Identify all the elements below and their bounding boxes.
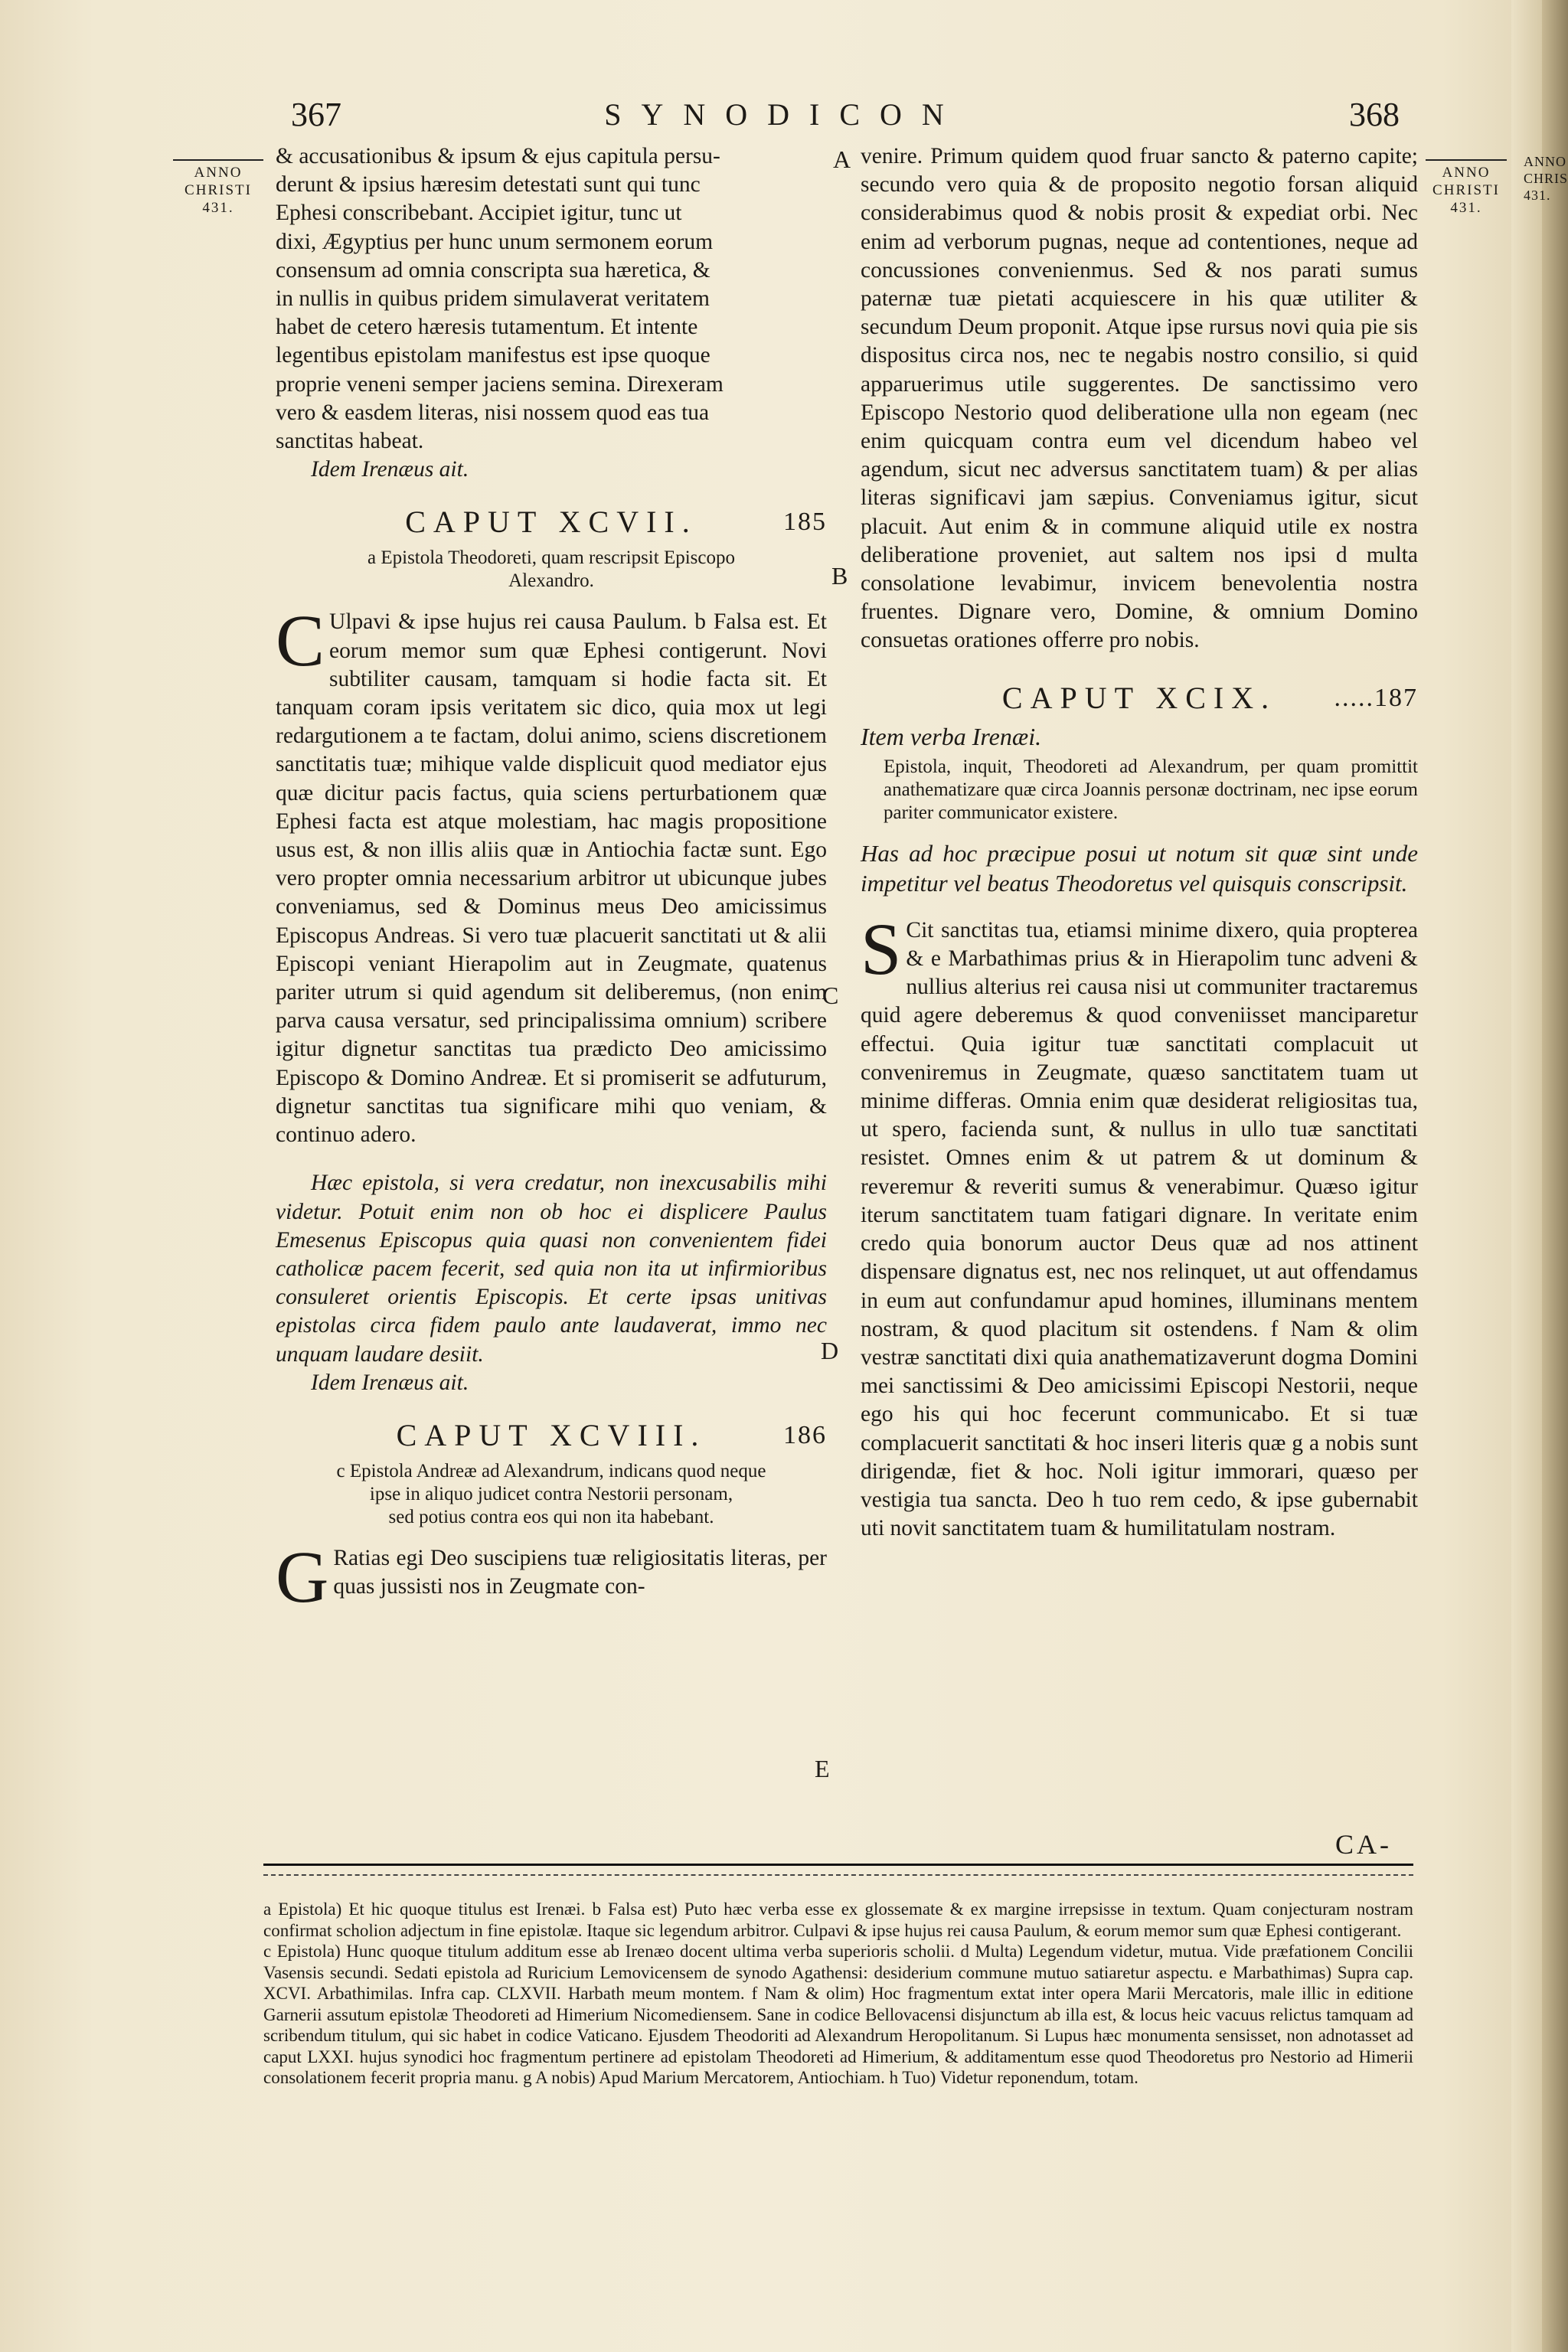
anno-word: ANNO: [194, 165, 243, 181]
chapter-97-text: [276, 599, 827, 1149]
chapter-subtitle: Epistola, inquit, Theodoreti ad Alexandrum, per quam promittit anathematizare quæ circa Joannis personæ doctrinam, nec ipse eorum pariter communicator existere.: [884, 756, 1418, 823]
chapter-subtitle: [291, 547, 812, 593]
text-line: proprie veneni semper jaciens semina. Direxeram: [276, 371, 724, 397]
text-line: habet de cetero hæresis tutamentum. Et intente: [276, 315, 698, 340]
anno-word: ANNO: [1442, 165, 1491, 181]
year-431: 431.: [1450, 200, 1482, 216]
adjacent-page-edge: [1511, 0, 1542, 2352]
idem-irenaeus-ait: Idem Irenæus ait.: [311, 457, 469, 482]
chapter-heading-98: [276, 1416, 827, 1455]
italic-note: Has ad hoc præcipue posui ut notum sit quæ sint unde impetitur vel beatus Theodoretus vel quisquis conscripsit.: [861, 839, 1418, 897]
chapter-number: 186: [783, 1420, 827, 1449]
subtitle-line: sed potius contra eos qui non ita habebant.: [388, 1506, 714, 1527]
subtitle-line: a Epistola Theodoreti, quam rescripsit Episcopo: [368, 547, 735, 569]
book-gutter: [1542, 0, 1568, 2352]
christi-word: CHRISTI: [1432, 182, 1500, 198]
footnote-rule: [263, 1864, 1413, 1866]
idem-irenaeus-ait: Idem Irenæus ait.: [311, 1370, 469, 1395]
subtitle-line: Alexandro.: [508, 570, 594, 592]
section-letter-c: C: [822, 982, 839, 1009]
christi-word: CHRISTI: [185, 182, 252, 198]
text-line: consensum ad omnia conscripta sua hæretica, &: [276, 257, 710, 283]
text-line: legentibus epistolam manifestus est ipse quoque: [276, 343, 710, 368]
chapter-subtitle: [291, 1460, 812, 1529]
text-line: sanctitas habeat.: [276, 429, 424, 454]
section-letter-e: E: [815, 1755, 830, 1782]
year-431: 431.: [1524, 188, 1551, 203]
right-column: [861, 142, 1418, 1543]
drop-capital: S: [861, 907, 902, 990]
chapter-98-text: [276, 1535, 827, 1618]
footnote-dashed-rule: [263, 1874, 1413, 1876]
christi-word: CHRIS: [1524, 171, 1568, 186]
anno-christi-left: [173, 159, 263, 217]
chapter-title: CAPUT XCVII.: [405, 505, 697, 540]
item-verba-irenaei: Item verba Irenæi.: [861, 722, 1042, 750]
footnote: c Epistola) Hunc quoque titulum additum esse ab Irenæo docent ultima verba superioris scholii. d Multa) Legendum videtur, mutua. Vide præfationem Concilii Vasensis secundi. Sedati epistola ad Ruricium Lemovicensem de synodo Agathensi: desiderium commune mutuo satiaretur aspectu. e Marbathimas) Supra cap. XCVI. Arbathimilas. Infra cap. CLXVII. Harbath meum montem. f Nam & olim) Hoc fragmentum extat inter opera Marii Mercatoris, male illic in editione Garnerii assutum epistolæ Theodoreti ad Himerium Nicomediensem. Sane in codice Bellovacensi disjunctum ab illa est, & locus heic vacuus relictus tamquam ad scribendum titulum, qui sic habet in codice Vaticano. Ejusdem Theodoriti ad Alexandrum Heropolitanum. Si Lupus hæc monumenta sensisset, non adnotasset ad caput LXXI. hujus synodici hoc fragmentum pertinere ad epistolam Theodoreti ad Himerium, & additamentum esse quod Theodoretus pro Nestorio ad Himerii consolationem fecerit propria manu. g A nobis) Apud Marium Mercatorem, Antiochiam. h Tuo) Videtur reponendum, totam.: [263, 1942, 1413, 2087]
anno-christi-adjacent-page: [1524, 153, 1568, 204]
continued-text: venire. Primum quidem quod fruar sancto & paterno capite; secundo vero quia & de proposito negotio forsan aliquid considerabimus quod & nobis prosit & expediat orbi. Nec enim ad verborum pugnas, neque ad contentiones, neque ad concussiones convenienmus. Sed & nos parati sumus paternæ tuæ pietati acquiescere in his quæ utiliter & secundum Deum proponit. Atque ipse rursus novi quia pie sis dispositus circa nos, nec te negabis nostro consilio, si quid apparuerimus utile suggerentes. De sanctissimo vero Episcopo Nestorio quod deliberatione ulla non egeam (nec enim quicquam contra eum vel dicendum habeo vel agendum, sicut nec adversus sanctitatem tuam) & per alias literas significavi jam sæpius. Conveniamus igitur, sicut placuit. Aut enim & in commune aliquid utile ex nostra deliberatione proveniet, aut saltem nos ipsi d multa consolatione levabimur, invicem benevolentia nostra fruentes. Dignare vero, Domine, & omnium Domino consuetas orationes offerre pro nobis.: [861, 144, 1418, 653]
left-column: [276, 142, 827, 1618]
page-number-right: 368: [1349, 96, 1400, 133]
footnote: a Epistola) Et hic quoque titulus est Irenæi. b Falsa est) Puto hæc verba esse ex glossemate & ex margine irrepsisse in textum. Quam conjecturam nostram confirmat scholion adjectum in fine epistolæ. Itaque sic legendum arbitror. Culpavi & ipse hujus rei causa Paulum, & eorum memor sum quæ Ephesi contigerant.: [263, 1900, 1413, 1940]
subtitle-line: ipse in aliquo judicet contra Nestorii personam,: [369, 1483, 733, 1504]
text-line: & accusationibus & ipsum & ejus capitula persu-: [276, 144, 720, 168]
section-letter-b: B: [831, 562, 848, 590]
paragraph-text: Cit sanctitas tua, etiamsi minime dixero, quia propterea & e Marbathimas prius & in Hierapolim tunc adveni & nullius alterius rei causa nisi ut communiter tractaremus quid agere deberemus & quod conveniisset manciparetur effectui. Quia igitur tuæ sanctitati complacuit ut conveniremus in Zeugmate, quæso sanctitatem tuam ut minime differas. Omnia enim quæ desiderat religiositas tua, ut spero, facienda sunt, & nullus in ullo tuæ sanctitati resistet. Omnes enim & ut patrem & ut dominum & reveremur & reveriti sumus & venerabimur. Quæso igitur iterum sanctitatem tuam fatigari dignare. In veritate enim credo quia bonorum auctor Deus quæ ad nos attinent dispensare dignatus est, nec nos relinquet, ut aut offendamus in eum aut confundamur apud homines, illuminans mentem nostram, & quod placitum sit ostendens. f Nam & olim vestræ sanctitati dixi quia anathematizaverunt dogma Domini mei sanctissimi & Deo amicissimi Episcopi Nestorii, neque ego his qui hoc fecerunt communicabo. Et si tuæ complacuerit sanctitati & hoc inseri literis quæ g a nobis sunt dirigendæ, fiet & hoc. Noli igitur immorari, quæso per vestigia tua sancta. Deo h tuo rem cedo, & ipse gubernabit uti novit sanctitatem tuam & humilitatulam nostram.: [861, 917, 1418, 1541]
year-431: 431.: [202, 200, 234, 216]
chapter-number: 185: [783, 508, 827, 537]
chapter-title: CAPUT XCVIII.: [396, 1417, 707, 1452]
anno-word: ANNO: [1524, 154, 1566, 169]
chapter-heading-99: [861, 678, 1418, 718]
paragraph-text: Ratias egi Deo suscipiens tuæ religiositatis literas, per quas jussisti nos in Zeugmate con-: [333, 1545, 827, 1599]
section-letter-d: D: [821, 1337, 839, 1364]
text-line: derunt & ipsius hæresim detestati sunt qui tunc: [276, 172, 701, 198]
text-line: vero & easdem literas, nisi nossem quod eas tua: [276, 400, 710, 425]
page-number-left: 367: [291, 96, 341, 133]
paragraph-text: Ulpavi & ipse hujus rei causa Paulum. b Falsa est. Et eorum memor sum quæ Ephesi contigerunt. Novi subtiliter causam, tamquam si hodie facta sit. Et tanquam coram ipsis veritatem sic dico, quia mox ut legi redargutionem a te factam, dolui animo, sciens discretionem sanctitatis tuæ; mihique valde displicuit quod mediator ejus quæ dicitur pacis factus, quia sciens perturbationem quæ Ephesi facta est atque molestiam, hac magis propositione usus est, & non illis aliis quæ in Antiochia factæ sunt. Ego vero propter omnia necessarium arbitror ut ubicunque jubes conveniamus, sed & Dominus meus Deo amicissimus Episcopus Andreas. Si vero tuæ placuerit sanctitati ut & alii Episcopi veniant Hierapolim aut in Zeugmate, quatenus pariter utrum si quid agendum sit deliberemus, (non enim parva causa versatur, sed principalissima omnium) scribere igitur dignetur sanctitas tua prædicto Deo amicissimo Episcopo & Domino Andreæ. Et si promiserit se adfuturum, dignetur sanctitas tua significare mihi quo veniam, & continuo adero.: [276, 609, 827, 1148]
chapter-heading-97: [276, 502, 827, 542]
text-line: Ephesi conscribebant. Accipiet igitur, tunc ut: [276, 201, 682, 226]
chapter-title: CAPUT XCIX.: [1001, 680, 1277, 715]
drop-capital: G: [276, 1535, 329, 1618]
chapter-number: .....187: [1334, 683, 1418, 712]
drop-capital: C: [276, 599, 325, 682]
text-line: in nullis in quibus pridem simulaverat veritatem: [276, 286, 710, 312]
anno-christi-right: [1426, 159, 1507, 217]
opening-paragraph: [276, 142, 827, 456]
section-letter-a: A: [833, 145, 851, 173]
catchword: CA-: [1335, 1829, 1392, 1860]
italic-scholion: Hæc epistola, si vera credatur, non inexcusabilis mihi videtur. Potuit enim non ob hoc ei displicere Paulus Emesenus Episcopus quia quasi non convenientem fidei catholicæ pacem fecerit, sed quia non ita ut infirmioribus consuleret orientis Episcopis. Et certe ipsas unitivas epistolas circa fidem paulo ante laudaverat, immo nec unquam laudare desiit.: [276, 1171, 827, 1367]
chapter-99-text: [861, 907, 1418, 1543]
subtitle-line: c Epistola Andreæ ad Alexandrum, indicans quod neque: [336, 1460, 766, 1481]
text-line: dixi, Ægyptius per hunc unum sermonem eorum: [276, 229, 714, 254]
footnotes: [263, 1899, 1413, 2089]
running-title: SYNODICON: [604, 97, 964, 132]
